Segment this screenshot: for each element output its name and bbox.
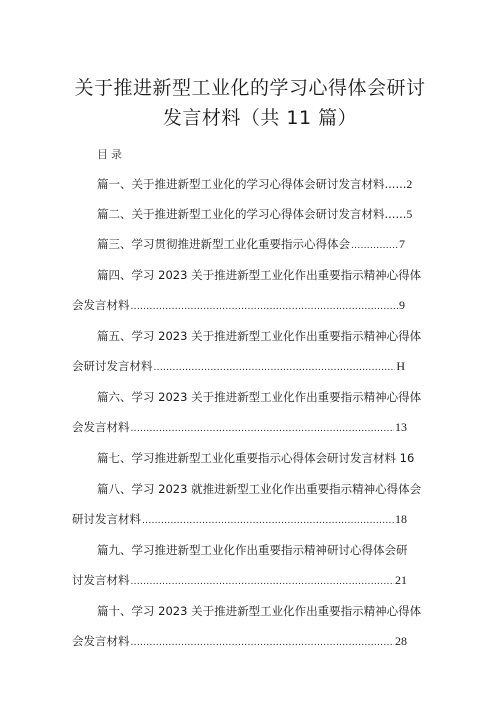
toc-entry-3-page: 7 xyxy=(399,237,405,251)
toc-entry-8-leader xyxy=(142,513,394,529)
toc-entry-4-page: 9 xyxy=(399,298,405,312)
toc-entry-4-line2[interactable] xyxy=(72,297,405,315)
toc-entry-4-text: 会发言材料 xyxy=(72,298,130,312)
toc-entry-9-leader xyxy=(131,574,395,590)
toc-entry-8-line2[interactable] xyxy=(72,511,407,529)
toc-entry-1[interactable] xyxy=(97,176,412,193)
toc-entry-9-line2[interactable] xyxy=(72,572,407,590)
toc-entry-6-line1[interactable]: 篇六、学习 2023 关于推进新型工业化作出重要指示精神心得体 xyxy=(97,390,422,404)
toc-entry-6-leader xyxy=(131,421,395,437)
toc-entry-8-text: 研讨发言材料 xyxy=(72,512,141,526)
toc-entry-2-page: 5 xyxy=(406,209,413,221)
toc-entry-10-page: 28 xyxy=(395,634,407,648)
toc-entry-10-line1[interactable]: 篇十、学习 2023 关于推进新型工业化作出重要指示精神心得体 xyxy=(97,604,422,618)
toc-entry-2-text: 篇二、关于推进新型工业化的学习心得体会研讨发言材料...... xyxy=(97,207,407,221)
toc-entry-10-leader xyxy=(131,635,395,651)
toc-entry-10-line2[interactable] xyxy=(72,633,407,651)
toc-entry-8-page: 18 xyxy=(395,512,407,526)
toc-entry-3[interactable] xyxy=(97,236,405,254)
toc-entry-3-leader xyxy=(351,238,398,254)
toc-entry-1-page: 2 xyxy=(406,179,413,191)
toc-entry-6-page: 13 xyxy=(395,420,407,434)
toc-entry-4-line1[interactable]: 篇四、学习 2023 关于推进新型工业化作出重要指示精神心得体 xyxy=(97,268,422,282)
toc-entry-5-line2[interactable] xyxy=(72,358,405,376)
toc-entry-6-line2[interactable] xyxy=(72,419,407,437)
toc-entry-5-line1[interactable]: 篇五、学习 2023 关于推进新型工业化作出重要指示精神心得体 xyxy=(97,329,422,343)
toc-entry-10-text: 会发言材料 xyxy=(72,634,130,648)
toc-entry-1-text: 篇一、关于推进新型工业化的学习心得体会研讨发言材料...... xyxy=(97,177,407,191)
toc-heading: 目录 xyxy=(97,148,125,161)
document-title-line2: 发言材料（共 11 篇） xyxy=(162,107,358,129)
toc-entry-5-page: H xyxy=(396,359,405,373)
toc-entry-7[interactable]: 篇七、学习推进新型工业化重要指示心得体会研讨发言材料 16 xyxy=(97,451,415,465)
toc-entry-5-leader xyxy=(154,360,396,376)
toc-entry-4-leader xyxy=(131,299,399,315)
toc-entry-8-line1[interactable]: 篇八、学习 2023 就推进新型工业化作出重要指示精神心得体会 xyxy=(97,482,422,496)
toc-entry-2[interactable] xyxy=(97,206,412,223)
toc-entry-9-text: 讨发言材料 xyxy=(72,573,130,587)
toc-entry-9-page: 21 xyxy=(395,573,407,587)
toc-entry-9-line1[interactable]: 篇九、学习推进新型工业化作出重要指示精神研讨心得体会研 xyxy=(97,543,408,557)
toc-entry-5-text: 会研讨发言材料 xyxy=(72,359,153,373)
toc-entry-6-text: 会发言材料 xyxy=(72,420,130,434)
document-title-line1: 关于推进新型工业化的学习心得体会研讨 xyxy=(74,77,426,99)
toc-entry-3-text: 篇三、学习贯彻推进新型工业化重要指示心得体会 xyxy=(97,237,350,251)
